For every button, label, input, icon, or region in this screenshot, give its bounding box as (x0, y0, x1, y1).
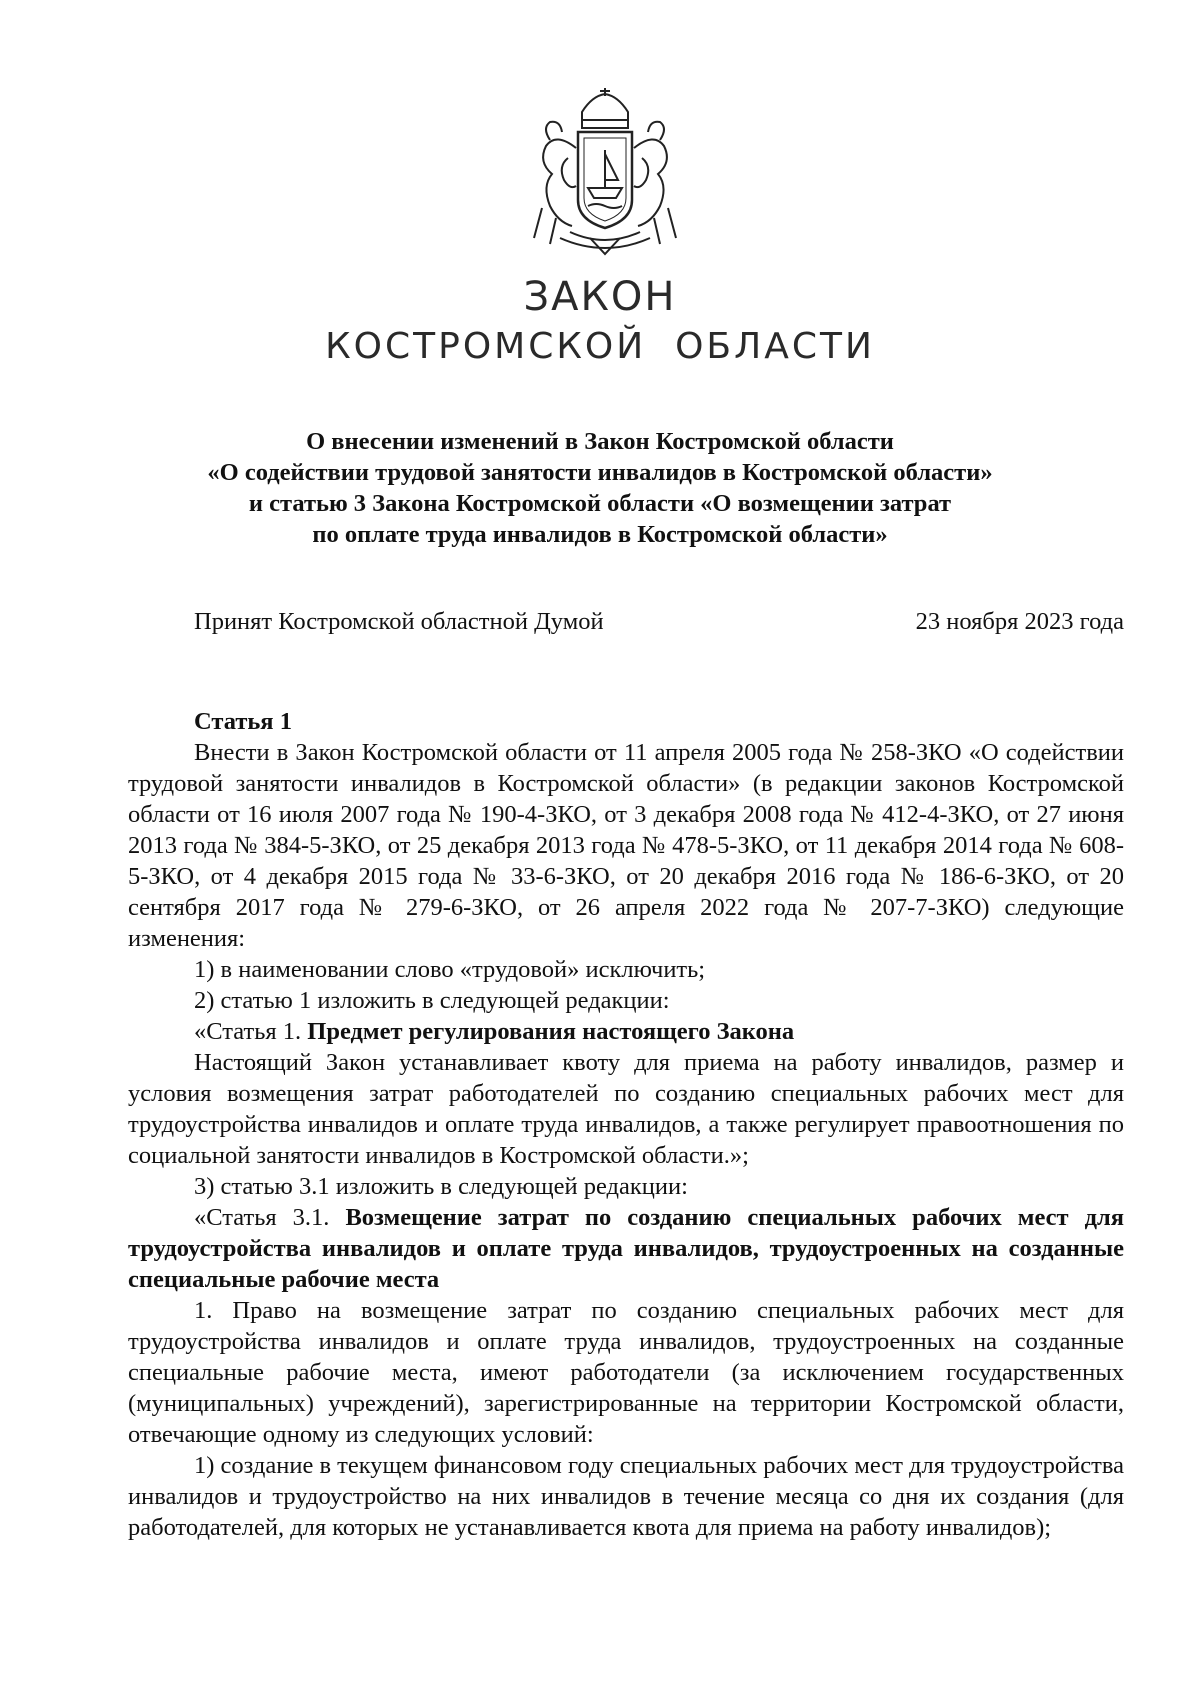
quoted-article-prefix: «Статья 1. (194, 1018, 308, 1045)
adopted-date: 23 ноября 2023 года (915, 608, 1124, 635)
region-title: КОСТРОМСКОЙ ОБЛАСТИ (325, 326, 875, 367)
law-heading (120, 426, 1080, 550)
quoted-article-title: Возмещение затрат по созданию специальных рабочих мест для трудоустройства инвалидов и оплате труда инвалидов, трудоустроенных на созданные специальные рабочие места (128, 1204, 1124, 1293)
heading-line: по оплате труда инвалидов в Костромской области» (312, 521, 888, 548)
article-subparagraph: 1) создание в текущем финансовом году специальных рабочих мест для трудоустройства инвалидов и трудоустройство на них инвалидов в течение месяца со дня их создания (для работодателей, для которых не устанавливается квота для приема на работу инвалидов); (128, 1452, 1124, 1541)
quoted-article-heading (128, 1202, 1124, 1295)
adoption-line (194, 608, 1124, 636)
article-label: Статья 1 (194, 708, 292, 735)
list-item: 3) статью 3.1 изложить в следующей редакции: (194, 1173, 688, 1200)
kostroma-coat-of-arms-icon (520, 88, 690, 258)
article-intro: Внести в Закон Костромской области от 11 апреля 2005 года № 258-ЗКО «О содействии трудовой занятости инвалидов в Костромской области» (в редакции законов Костромской области от 16 июля 2007 года № 190-4-ЗКО, от 3 декабря 2008 года № 412-4-ЗКО, от 27 июня 2013 года № 384-5-ЗКО, от 25 декабря 2013 года № 478-5-ЗКО, от 11 декабря 2014 года № 608-5-ЗКО, от 4 декабря 2015 года № 33-6-ЗКО, от 20 декабря 2016 года № 186-6-ЗКО, от 20 сентября 2017 года № 279-6-ЗКО, от 26 апреля 2022 года № 207-7-ЗКО) следующие изменения: (128, 739, 1124, 952)
heading-line: и статью 3 Закона Костромской области «О возмещении затрат (248, 490, 952, 517)
heading-line: О внесении изменений в Закон Костромской области (306, 428, 894, 455)
heading-line: «О содействии трудовой занятости инвалидов в Костромской области» (207, 459, 993, 486)
quoted-article-text: Настоящий Закон устанавливает квоту для приема на работу инвалидов, размер и условия возмещения затрат работодателей по созданию специальных рабочих мест для трудоустройства инвалидов и оплате труда инвалидов, а также регулирует правоотношения по социальной занятости инвалидов в Костромской области.»; (128, 1049, 1124, 1169)
quoted-article-prefix: «Статья 3.1. (194, 1204, 346, 1231)
quoted-article-heading (128, 1016, 1124, 1047)
list-item: 1) в наименовании слово «трудовой» исключить; (194, 956, 706, 983)
law-title: ЗАКОН (523, 274, 677, 320)
adopted-by: Принят Костромской областной Думой (194, 608, 604, 635)
article-paragraph: 1. Право на возмещение затрат по созданию специальных рабочих мест для трудоустройства инвалидов и оплате труда инвалидов, трудоустроенных на созданные специальные рабочие места, имеют работодатели (за исключением государственных (муниципальных) учреждений), зарегистрированные на территории Костромской области, отвечающие одному из следующих условий: (128, 1297, 1124, 1448)
quoted-article-title: Предмет регулирования настоящего Закона (307, 1018, 795, 1045)
list-item: 2) статью 1 изложить в следующей редакции: (194, 987, 670, 1014)
document-body (128, 706, 1124, 1543)
